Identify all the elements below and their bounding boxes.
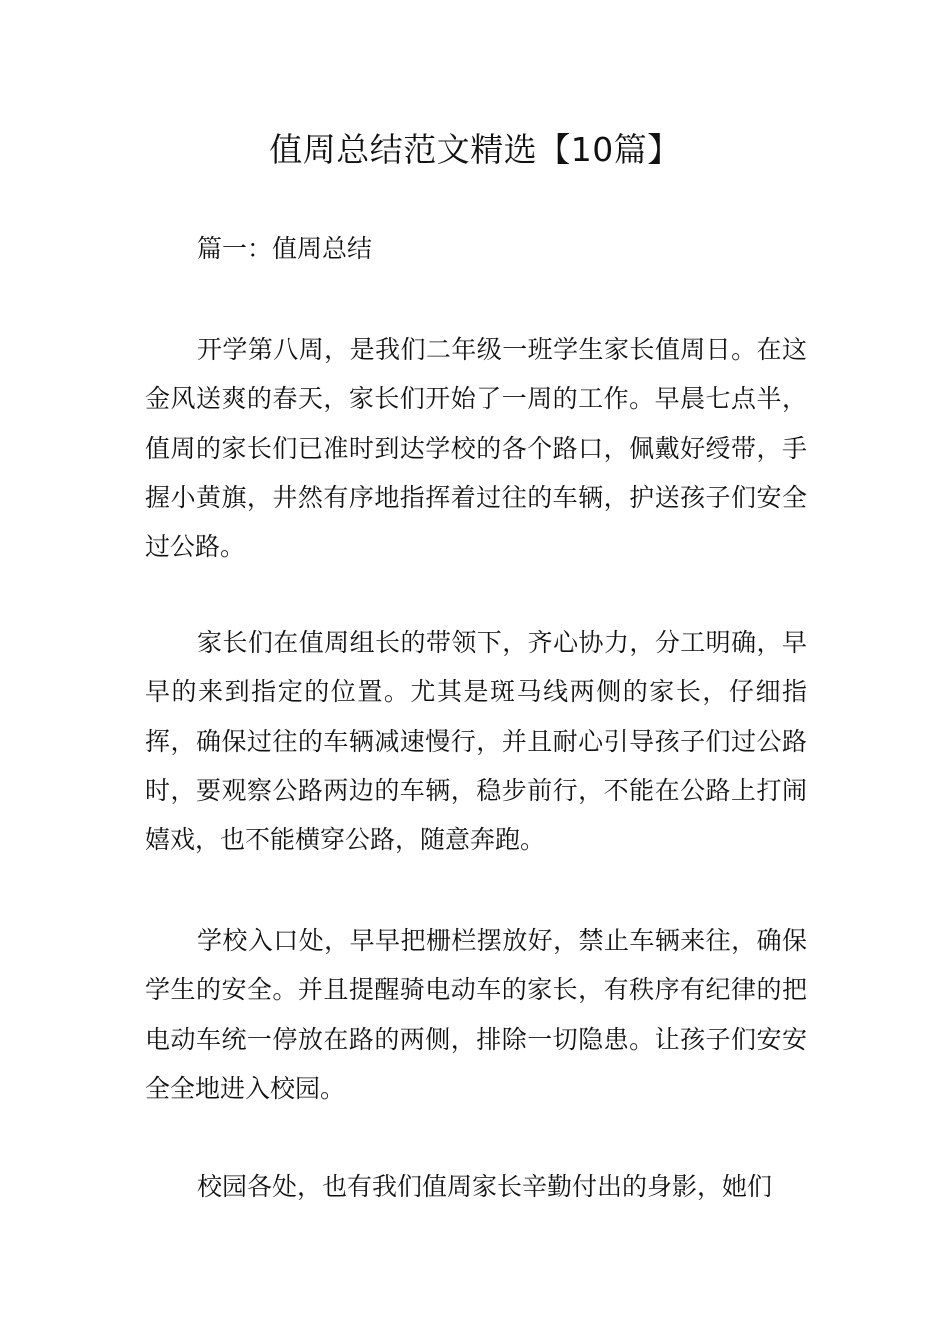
paragraph-1: 开学第八周，是我们二年级一班学生家长值周日。在这金风送爽的春天，家长们开始了一周的工作。早晨七点半，值周的家长们已准时到达学校的各个路口，佩戴好绶带，手握小黄旗，井然有序地指挥着过往的车辆，护送孩子们安全过公路。	[145, 335, 807, 562]
paragraph-2: 家长们在值周组长的带领下，齐心协力，分工明确，早早的来到指定的位置。尤其是斑马线两侧的家长，仔细指挥，确保过往的车辆减速慢行，并且耐心引导孩子们过公路时，要观察公路两边的车辆，稳步前行，不能在公路上打闹嬉戏，也不能横穿公路，随意奔跑。	[145, 628, 807, 855]
section-heading: 篇一：值周总结	[197, 234, 373, 263]
document-title: 值周总结范文精选【10篇】	[269, 130, 681, 169]
paragraph-3: 学校入口处，早早把栅栏摆放好，禁止车辆来往，确保学生的安全。并且提醒骑电动车的家长，有秩序有纪律的把电动车统一停放在路的两侧，排除一切隐患。让孩子们安安全全地进入校园。	[145, 926, 807, 1103]
paragraph-4: 校园各处，也有我们值周家长辛勤付出的身影，她们	[197, 1172, 773, 1201]
